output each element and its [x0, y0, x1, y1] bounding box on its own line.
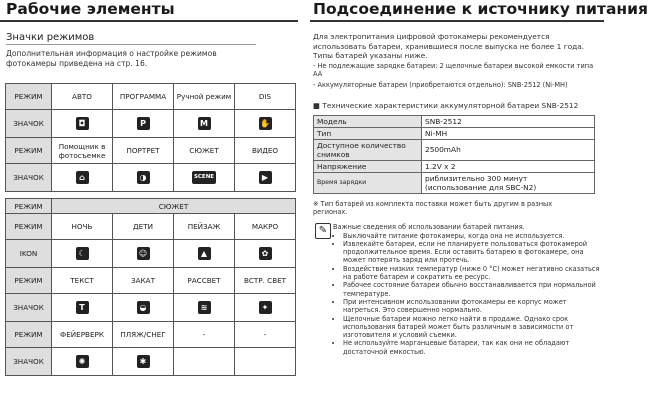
row-head: РЕЖИМ — [6, 138, 52, 164]
mode-name-cell: МАКРО — [235, 214, 296, 240]
icon-cell — [52, 110, 113, 138]
icon-cell — [174, 294, 235, 322]
mode-table-1 — [5, 83, 296, 192]
icon-cell — [235, 294, 296, 322]
mode-name-cell: ПРОГРАММА — [113, 84, 174, 110]
icon-cell — [235, 240, 296, 268]
row-head: ЗНАЧОК — [6, 294, 52, 322]
left-section-title: Рабочие элементы — [0, 0, 298, 22]
scene-header-title: СЮЖЕТ — [52, 199, 296, 214]
mode-name-cell: ПОРТРЕТ — [113, 138, 174, 164]
dis-icon: ✋ — [260, 119, 270, 128]
spec-key: Тип — [314, 127, 422, 139]
info-item: • Не используйте марганцевые батареи, так как они не обладают достаточной емкостью. — [343, 339, 604, 356]
icon-cell — [52, 348, 113, 376]
row-head: РЕЖИМ — [6, 84, 52, 110]
note-pencil-icon: ✎ — [315, 223, 331, 239]
mode-icons-subtitle: Значки режимов — [6, 32, 256, 45]
icon-cell — [113, 240, 174, 268]
mode-intro-text: Дополнительная информация о настройке режимов фотокамеры приведена на стр. 16. — [6, 49, 217, 68]
children-icon: ☺ — [137, 247, 150, 260]
mode-name-cell: - — [235, 322, 296, 348]
camera-icon: ◘ — [76, 117, 89, 130]
scene-icon: SCENE — [192, 171, 216, 184]
info-list — [333, 232, 604, 356]
info-item: • Извлекайте батареи, если не планируете пользоваться фотокамерой продолжительное время. Если оставить батарею в фотокамере, она может потерять заряд или протечь. — [343, 240, 604, 265]
beach-snow-icon: ✱ — [137, 355, 150, 368]
dawn-icon: ≋ — [198, 301, 211, 314]
spec-row — [314, 115, 595, 127]
icon-cell — [235, 164, 296, 192]
mode-name-cell: СЮЖЕТ — [174, 138, 235, 164]
right-column — [310, 0, 648, 356]
info-item: • При интенсивном использовании фотокамеры ее корпус может нагреться. Это совершенно нормально. — [343, 298, 604, 315]
spec-row — [314, 127, 595, 139]
icon-cell — [52, 164, 113, 192]
spec-key: Модель — [314, 115, 422, 127]
icon-cell — [174, 110, 235, 138]
spec-value: Ni-MH — [422, 127, 595, 139]
left-column — [0, 0, 298, 366]
mode-name-cell: ВСТР. СВЕТ — [235, 268, 296, 294]
backlight-icon: ✦ — [259, 301, 272, 314]
battery-footnote: ※ Тип батарей из комплекта поставки может быть другим в разных регионах. — [313, 199, 553, 216]
mode-name-cell: ТЕКСТ — [52, 268, 113, 294]
mode-name-cell: - — [174, 322, 235, 348]
row-head: ЗНАЧОК — [6, 110, 52, 138]
mode-name-cell: DIS — [235, 84, 296, 110]
battery-spec-table — [313, 115, 595, 194]
info-item: • Щелочные батареи можно легко найти в продаже. Однако срок использования батарей может быть различным в зависимости от изготовителя и условий съемки. — [343, 315, 604, 340]
info-title: Важные сведения об использовании батарей питания. — [333, 223, 525, 232]
mode-name-cell: НОЧЬ — [52, 214, 113, 240]
row-head: IKON — [6, 240, 52, 268]
battery-type-2: - Аккумуляторные батареи (приобретаются отдельно): SNB-2512 (Ni-MH) — [313, 81, 568, 90]
info-box — [313, 223, 604, 356]
icon-cell — [113, 348, 174, 376]
icon-cell — [113, 164, 174, 192]
spec-value: 1.2V x 2 — [422, 160, 595, 172]
macro-icon: ✿ — [259, 247, 272, 260]
info-item: • Воздействие низких температур (ниже 0 °C) может негативно сказаться на работе батареи и сократить ее ресурс. — [343, 265, 604, 282]
icon-cell — [235, 348, 296, 376]
icon-cell — [174, 348, 235, 376]
mode-name-cell: Ручной режим — [174, 84, 235, 110]
icon-cell — [52, 294, 113, 322]
text-icon: T — [76, 301, 89, 314]
icon-cell — [174, 240, 235, 268]
spec-key: Доступное количество снимков — [314, 139, 422, 160]
spec-heading: ■ Технические характеристики аккумуляторной батареи SNB-2512 — [313, 100, 579, 110]
info-item: • Рабочее состояние батареи обычно восстанавливается при нормальной температуре. — [343, 281, 604, 298]
icon-cell — [52, 240, 113, 268]
spec-row — [314, 172, 595, 193]
video-icon: ▶ — [259, 171, 272, 184]
battery-type-1: - Не подлежащие зарядке батареи: 2 щелочные батареи высокой емкости типа AA — [313, 61, 594, 79]
scene-header-label: РЕЖИМ — [6, 199, 52, 214]
spec-key: Напряжение — [314, 160, 422, 172]
spec-value: 2500mAh — [422, 139, 595, 160]
icon-cell — [113, 294, 174, 322]
right-section-title: Подсоединение к источнику питания — [310, 0, 604, 22]
manual-icon: M — [198, 117, 211, 130]
spec-value: риблизительно 300 минут (использование для SBC-N2) — [422, 172, 595, 193]
mode-name-cell: ПЕЙЗАЖ — [174, 214, 235, 240]
photo-help-icon: ⌂ — [76, 171, 89, 184]
mode-name-cell: ПЛЯЖ/СНЕГ — [113, 322, 174, 348]
row-head: РЕЖИМ — [6, 214, 52, 240]
mode-name-cell: ВИДЕО — [235, 138, 296, 164]
scene-mode-table — [5, 198, 296, 376]
row-head: ЗНАЧОК — [6, 348, 52, 376]
icon-cell — [174, 164, 235, 192]
spec-row — [314, 160, 595, 172]
mode-name-cell: РАССВЕТ — [174, 268, 235, 294]
row-head: ЗНАЧОК — [6, 164, 52, 192]
mode-name-cell: ФЕЙЕРВЕРК — [52, 322, 113, 348]
icon-cell — [235, 110, 296, 138]
night-icon: ☾ — [76, 247, 89, 260]
row-head: РЕЖИМ — [6, 322, 52, 348]
info-item: • Выключайте питание фотокамеры, когда она не используется. — [343, 232, 604, 240]
power-intro-text: Для электропитания цифровой фотокамеры рекомендуется использовать батареи, хранившиеся после выпуска не более 1 года. Типы батарей указаны ниже. — [313, 32, 585, 61]
icon-cell — [113, 110, 174, 138]
mode-name-cell: Помощник в фотосъемке — [52, 138, 113, 164]
landscape-icon: ▲ — [198, 247, 211, 260]
spec-value: SNB-2512 — [422, 115, 595, 127]
spec-key: Время зарядки — [314, 172, 422, 193]
firework-icon: ✺ — [76, 355, 89, 368]
mode-name-cell: ЗАКАТ — [113, 268, 174, 294]
row-head: РЕЖИМ — [6, 268, 52, 294]
spec-row — [314, 139, 595, 160]
portrait-icon: ◑ — [137, 171, 150, 184]
mode-name-cell: АВТО — [52, 84, 113, 110]
mode-name-cell: ДЕТИ — [113, 214, 174, 240]
program-icon: P — [137, 117, 150, 130]
sunset-icon: ◒ — [137, 301, 150, 314]
